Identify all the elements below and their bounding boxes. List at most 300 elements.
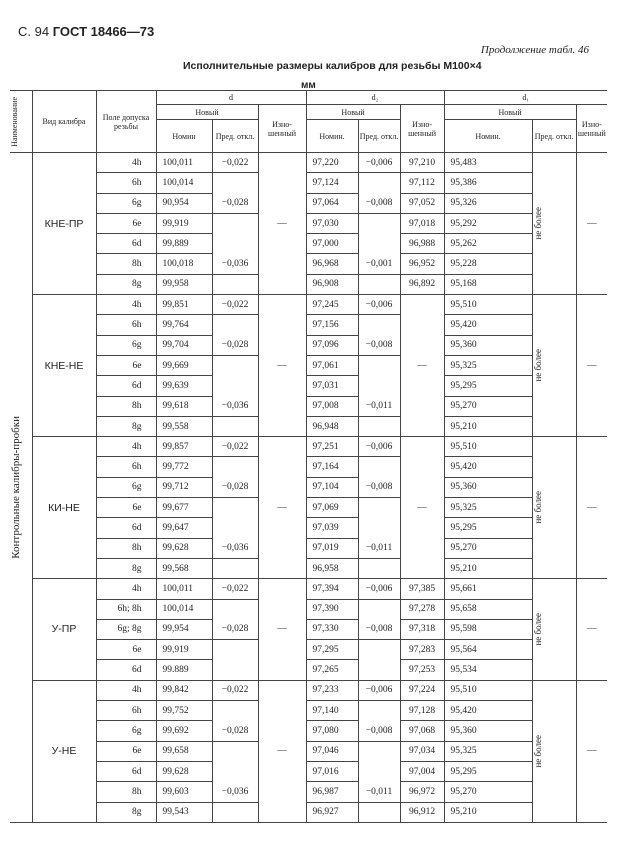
d1-new-header: Новый (444, 105, 576, 120)
d-nominal-cell: 99,919 (156, 640, 212, 660)
d2-nominal-cell: 97,104 (306, 477, 358, 497)
tolerance-field-cell: 8h (96, 396, 156, 416)
d2-nominal-cell: 97,061 (306, 355, 358, 375)
d2-nominal-cell: 97,064 (306, 193, 358, 213)
d2-nominal-cell: 97,394 (306, 579, 358, 599)
d-nominal-cell: 99,558 (156, 416, 212, 436)
d1-nominal-cell: 95,325 (444, 498, 532, 518)
d2-worn-cell: 96,988 (400, 234, 444, 254)
d2-worn-cell: 97,018 (400, 213, 444, 233)
d2-tol-cell (358, 173, 400, 193)
tolerance-field-cell: 6e (96, 355, 156, 375)
d-nominal-cell: 99,692 (156, 721, 212, 741)
gauge-kind-cell: КИ-НЕ (32, 437, 96, 579)
d1-nominal-cell: 95,270 (444, 396, 532, 416)
d2-nominal-cell: 97,220 (306, 153, 358, 173)
col-kind-header: Вид калибра (32, 91, 96, 153)
tolerance-field-cell: 6g; 8g (96, 619, 156, 639)
d-tol-cell: −0,022 (212, 153, 258, 173)
d2-nominal-cell: 96,908 (306, 274, 358, 294)
d-tol-cell: −0,022 (212, 579, 258, 599)
d-tol-cell (212, 355, 258, 375)
tolerance-field-cell: 6e (96, 640, 156, 660)
d2-tol-cell: −0,011 (358, 782, 400, 802)
d-nominal-cell: 99,752 (156, 701, 212, 721)
table-row (10, 538, 607, 558)
group-label-cell (10, 153, 32, 823)
tolerance-field-cell: 6d (96, 234, 156, 254)
d1-tol-cell (532, 579, 576, 680)
d1-nominal-cell: 95,386 (444, 173, 532, 193)
d1-tol-cell (532, 437, 576, 579)
d-nominal-cell: 99,677 (156, 498, 212, 518)
d-tol-cell: −0,022 (212, 680, 258, 700)
d-nominal-cell: 99,628 (156, 761, 212, 781)
d2-nominal-cell: 97,251 (306, 437, 358, 457)
tolerance-field-cell: 4h (96, 579, 156, 599)
d1-tol-cell (532, 295, 576, 437)
table-row (10, 254, 607, 274)
table-row (10, 416, 607, 436)
d2-nominal-cell: 97,069 (306, 498, 358, 518)
d-nominal-cell: 100,018 (156, 254, 212, 274)
d2-worn-cell: 96,912 (400, 802, 444, 822)
table-row (10, 518, 607, 538)
table-row (10, 437, 607, 457)
d2-tol-cell (358, 213, 400, 233)
d-nominal-cell: 100,011 (156, 153, 212, 173)
d1-nominal-cell: 95,168 (444, 274, 532, 294)
tolerance-field-cell: 8g (96, 274, 156, 294)
d1-nominal-cell: 95,420 (444, 315, 532, 335)
d2-tol-cell (358, 355, 400, 375)
d-worn-header: Изно-шенный (258, 105, 306, 153)
d2-tol-cell (358, 761, 400, 781)
d-tol-cell: −0,036 (212, 782, 258, 802)
d1-nominal-cell: 95,360 (444, 721, 532, 741)
d-nominal-cell: 100,014 (156, 599, 212, 619)
d2-nominal-cell: 97,008 (306, 396, 358, 416)
d-tol-cell: −0,022 (212, 437, 258, 457)
d-tol-cell (212, 640, 258, 660)
d2-tol-cell: −0,008 (358, 335, 400, 355)
d1-worn-cell: — (576, 579, 607, 680)
d-tol-cell (212, 802, 258, 822)
d2-tol-cell (358, 701, 400, 721)
tolerance-field-cell: 8h (96, 538, 156, 558)
table-row (10, 376, 607, 396)
d-tol-cell: −0,028 (212, 193, 258, 213)
not-more-label: не более (532, 349, 543, 382)
d2-nominal-cell: 97,096 (306, 335, 358, 355)
d-tol-cell (212, 376, 258, 396)
d-tol-cell (212, 498, 258, 518)
d2-tol-cell: −0,011 (358, 538, 400, 558)
tolerance-field-cell: 6h (96, 701, 156, 721)
d-tol-cell (212, 761, 258, 781)
col-name-header: Наименование (10, 91, 32, 153)
unit-label: мм (301, 80, 316, 91)
tolerance-field-cell: 6h; 8h (96, 599, 156, 619)
d-nominal-cell: 99,658 (156, 741, 212, 761)
d-tol-cell: −0,036 (212, 396, 258, 416)
d2-tol-cell: −0,006 (358, 153, 400, 173)
table-row (10, 802, 607, 822)
tolerance-field-cell: 6h (96, 315, 156, 335)
d2-worn-cell: 97,052 (400, 193, 444, 213)
table-row (10, 173, 607, 193)
d1-nominal-cell: 95,295 (444, 761, 532, 781)
col-d1-header: d₁ (444, 91, 607, 105)
tolerance-field-cell: 6g (96, 335, 156, 355)
d2-new-header: Новый (306, 105, 400, 120)
d2-worn-cell: 97,385 (400, 579, 444, 599)
col-d2-header: d₂ (306, 91, 444, 105)
d-nominal-cell: 100,014 (156, 173, 212, 193)
d2-nominal-cell: 96,968 (306, 254, 358, 274)
d2-nominal-cell: 97,080 (306, 721, 358, 741)
d-nominal-cell: 99,772 (156, 457, 212, 477)
d2-worn-cell: 97,034 (400, 741, 444, 761)
d2-nominal-cell: 97,031 (306, 376, 358, 396)
tolerance-field-cell: 4h (96, 437, 156, 457)
tolerance-field-cell: 6d (96, 660, 156, 680)
d2-worn-cell: 97,128 (400, 701, 444, 721)
d2-nominal-cell: 97,164 (306, 457, 358, 477)
tolerance-field-cell: 4h (96, 680, 156, 700)
gauge-kind-cell: У-НЕ (32, 680, 96, 822)
d2-nominal-cell: 97,245 (306, 295, 358, 315)
d1-nominal-cell: 95,360 (444, 335, 532, 355)
d-tol-cell (212, 416, 258, 436)
page-number: С. 94 (18, 24, 50, 39)
d1-nominal-cell: 95,270 (444, 782, 532, 802)
d-new-header: Новый (156, 105, 258, 120)
d-tol-cell: −0,036 (212, 538, 258, 558)
d2-tol-cell: −0,008 (358, 721, 400, 741)
gauge-kind-cell: КНЕ-ПР (32, 153, 96, 295)
d1-nominal-cell: 95,292 (444, 213, 532, 233)
d-nominal-cell: 99,889 (156, 234, 212, 254)
d1-nominal-cell: 95,534 (444, 660, 532, 680)
page-header (18, 24, 154, 39)
col-d-header: d (156, 91, 306, 105)
d1-nominal-cell: 95,360 (444, 477, 532, 497)
tolerance-field-cell: 6d (96, 518, 156, 538)
d2-worn-cell: — (400, 437, 444, 579)
tolerance-field-cell: 6g (96, 193, 156, 213)
d2-tol-cell (358, 558, 400, 578)
table-title: Исполнительные размеры калибров для резьбы М100×4 (183, 60, 482, 72)
table-row (10, 579, 607, 599)
tolerance-field-cell: 6d (96, 761, 156, 781)
tolerance-field-cell: 6e (96, 498, 156, 518)
d1-tol-header: Пред. откл. (532, 120, 576, 153)
d-nominal-cell: 99,628 (156, 538, 212, 558)
d1-nominal-cell: 95,262 (444, 234, 532, 254)
d-worn-cell: — (258, 295, 306, 437)
d-nominal-header: Номин (156, 120, 212, 153)
d-nominal-cell: 99,842 (156, 680, 212, 700)
d-nominal-cell: 99,647 (156, 518, 212, 538)
d-nominal-cell: 99,704 (156, 335, 212, 355)
not-more-label: не более (532, 207, 543, 240)
d-nominal-cell: 99,543 (156, 802, 212, 822)
d2-nominal-cell: 97,124 (306, 173, 358, 193)
d-tol-cell (212, 741, 258, 761)
d2-tol-cell (358, 274, 400, 294)
d2-nominal-cell: 97,265 (306, 660, 358, 680)
table-row (10, 660, 607, 680)
d2-worn-cell: 97,210 (400, 153, 444, 173)
d1-nominal-cell: 95,325 (444, 355, 532, 375)
d2-worn-cell: 97,068 (400, 721, 444, 741)
d-tol-cell (212, 173, 258, 193)
table-row (10, 701, 607, 721)
d2-tol-cell (358, 315, 400, 335)
d-tol-cell (212, 660, 258, 680)
d2-worn-cell: 96,972 (400, 782, 444, 802)
table-row (10, 396, 607, 416)
d-tol-cell: −0,028 (212, 477, 258, 497)
d2-nominal-cell: 97,046 (306, 741, 358, 761)
table-row (10, 761, 607, 781)
d2-tol-cell (358, 741, 400, 761)
d2-nominal-cell: 96,958 (306, 558, 358, 578)
table-row (10, 234, 607, 254)
table-row (10, 335, 607, 355)
d1-nominal-cell: 95,510 (444, 295, 532, 315)
d1-tol-cell (532, 680, 576, 822)
d2-tol-cell: −0,001 (358, 254, 400, 274)
d2-tol-cell (358, 416, 400, 436)
d-nominal-cell: 99,919 (156, 213, 212, 233)
d1-worn-cell: — (576, 680, 607, 822)
tolerance-field-cell: 6h (96, 173, 156, 193)
d-tol-cell: −0,028 (212, 335, 258, 355)
d1-nominal-cell: 95,325 (444, 741, 532, 761)
d2-tol-cell (358, 518, 400, 538)
d2-nominal-cell: 97,039 (306, 518, 358, 538)
d1-nominal-cell: 95,510 (444, 437, 532, 457)
d1-worn-header: Изно-шенный (576, 105, 607, 153)
table-row (10, 782, 607, 802)
d2-tol-header: Пред. откл. (358, 120, 400, 153)
d2-worn-cell: 96,892 (400, 274, 444, 294)
d-nominal-cell: 99,857 (156, 437, 212, 457)
d2-tol-cell: −0,008 (358, 477, 400, 497)
table-row (10, 457, 607, 477)
table-row (10, 295, 607, 315)
d1-nominal-cell: 95,658 (444, 599, 532, 619)
table-row (10, 741, 607, 761)
tolerance-field-cell: 6g (96, 721, 156, 741)
d-tol-cell (212, 213, 258, 233)
d2-nominal-cell: 96,987 (306, 782, 358, 802)
d2-nominal-cell: 97,156 (306, 315, 358, 335)
tolerance-field-cell: 8g (96, 802, 156, 822)
tolerance-field-cell: 6e (96, 741, 156, 761)
d1-nominal-cell: 95,420 (444, 457, 532, 477)
table-row (10, 274, 607, 294)
d2-worn-cell: 97,318 (400, 619, 444, 639)
d-nominal-cell: 100,011 (156, 579, 212, 599)
d-nominal-cell: 99,568 (156, 558, 212, 578)
d2-nominal-cell: 97,295 (306, 640, 358, 660)
tolerance-field-cell: 8h (96, 782, 156, 802)
d1-nominal-cell: 95,270 (444, 538, 532, 558)
d1-worn-cell: — (576, 437, 607, 579)
d2-tol-cell (358, 457, 400, 477)
d-tol-cell: −0,022 (212, 295, 258, 315)
d2-worn-header: Изно-шенный (400, 105, 444, 153)
d-tol-cell: −0,028 (212, 721, 258, 741)
d2-worn-cell: 97,253 (400, 660, 444, 680)
d-nominal-cell: 99,618 (156, 396, 212, 416)
d-nominal-cell: 99,712 (156, 477, 212, 497)
d-tol-header: Пред. откл. (212, 120, 258, 153)
d-worn-cell: — (258, 153, 306, 295)
gauge-kind-cell: КНЕ-НЕ (32, 295, 96, 437)
d2-worn-cell: 97,278 (400, 599, 444, 619)
tolerance-field-cell: 8h (96, 254, 156, 274)
d2-tol-cell (358, 599, 400, 619)
table-row (10, 640, 607, 660)
d-nominal-cell: 90,954 (156, 193, 212, 213)
group-label: Контрольные калибры-пробки (10, 416, 22, 559)
d-nominal-cell: 99,603 (156, 782, 212, 802)
not-more-label: не более (532, 735, 543, 768)
d1-tol-cell (532, 153, 576, 295)
d-tol-cell: −0,036 (212, 254, 258, 274)
d-tol-cell (212, 234, 258, 254)
standard-number: ГОСТ 18466—73 (52, 24, 155, 39)
d1-nominal-cell: 95,598 (444, 619, 532, 639)
d1-nominal-cell: 95,661 (444, 579, 532, 599)
d1-nominal-cell: 95,228 (444, 254, 532, 274)
tolerance-field-cell: 6g (96, 477, 156, 497)
d2-nominal-header: Номин. (306, 120, 358, 153)
d-nominal-cell: 99.889 (156, 660, 212, 680)
d1-nominal-cell: 95,483 (444, 153, 532, 173)
d2-nominal-cell: 97,330 (306, 619, 358, 639)
d2-nominal-cell: 97,030 (306, 213, 358, 233)
tolerance-field-cell: 8g (96, 416, 156, 436)
table-row (10, 213, 607, 233)
d1-nominal-cell: 95,564 (444, 640, 532, 660)
table-row (10, 355, 607, 375)
d-tol-cell (212, 701, 258, 721)
table-row (10, 599, 607, 619)
d2-tol-cell (358, 376, 400, 396)
tolerance-field-cell: 6d (96, 376, 156, 396)
d1-nominal-cell: 95,210 (444, 558, 532, 578)
d-tol-cell (212, 457, 258, 477)
table-row (10, 477, 607, 497)
d2-tol-cell (358, 660, 400, 680)
d-tol-cell (212, 315, 258, 335)
d2-nominal-cell: 96,927 (306, 802, 358, 822)
d2-tol-cell: −0,008 (358, 193, 400, 213)
d2-tol-cell: −0,011 (358, 396, 400, 416)
d1-nominal-cell: 95,420 (444, 701, 532, 721)
tolerance-field-cell: 4h (96, 153, 156, 173)
d-nominal-cell: 99,669 (156, 355, 212, 375)
d-worn-cell: — (258, 437, 306, 579)
d2-tol-cell (358, 640, 400, 660)
d1-worn-cell: — (576, 295, 607, 437)
d1-nominal-cell: 95,510 (444, 680, 532, 700)
table-row (10, 558, 607, 578)
d-tol-cell (212, 558, 258, 578)
gauge-dimensions-table (10, 90, 607, 823)
d2-tol-cell: −0,006 (358, 579, 400, 599)
table-row (10, 721, 607, 741)
not-more-label: не более (532, 613, 543, 646)
d1-nominal-cell: 95,326 (444, 193, 532, 213)
d2-tol-cell: −0,006 (358, 437, 400, 457)
d2-tol-cell (358, 498, 400, 518)
d-nominal-cell: 99,764 (156, 315, 212, 335)
d2-tol-cell: −0,006 (358, 295, 400, 315)
d-nominal-cell: 99,639 (156, 376, 212, 396)
tolerance-field-cell: 6e (96, 213, 156, 233)
table-row (10, 193, 607, 213)
d1-nominal-cell: 95,295 (444, 376, 532, 396)
d-nominal-cell: 99,851 (156, 295, 212, 315)
d-tol-cell (212, 274, 258, 294)
tolerance-field-cell: 6h (96, 457, 156, 477)
d1-nominal-header: Номин. (444, 120, 532, 153)
d2-tol-cell (358, 802, 400, 822)
table-row (10, 315, 607, 335)
d-worn-cell: — (258, 579, 306, 680)
table-body (10, 153, 607, 823)
table-row (10, 680, 607, 700)
not-more-label: не более (532, 491, 543, 524)
continuation-label: Продолжение табл. 46 (480, 44, 589, 56)
d-tol-cell (212, 599, 258, 619)
tolerance-field-cell: 4h (96, 295, 156, 315)
d1-nominal-cell: 95,210 (444, 802, 532, 822)
gauge-kind-cell: У-ПР (32, 579, 96, 680)
d2-worn-cell: 97,112 (400, 173, 444, 193)
d1-nominal-cell: 95,210 (444, 416, 532, 436)
d2-nominal-cell: 97,019 (306, 538, 358, 558)
d1-worn-cell: — (576, 153, 607, 295)
table-row (10, 498, 607, 518)
table-row (10, 153, 607, 173)
d2-worn-cell: 97,224 (400, 680, 444, 700)
d2-nominal-cell: 96,948 (306, 416, 358, 436)
d1-nominal-cell: 95,295 (444, 518, 532, 538)
d-nominal-cell: 99,958 (156, 274, 212, 294)
d2-tol-cell: −0,008 (358, 619, 400, 639)
d2-tol-cell (358, 234, 400, 254)
d2-nominal-cell: 97,000 (306, 234, 358, 254)
d-tol-cell: −0,028 (212, 619, 258, 639)
tolerance-field-cell: 8g (96, 558, 156, 578)
d2-tol-cell: −0,006 (358, 680, 400, 700)
d-tol-cell (212, 518, 258, 538)
d2-nominal-cell: 97,016 (306, 761, 358, 781)
table-row (10, 619, 607, 639)
col-field-header: Поле допуска резьбы (96, 91, 156, 153)
d-worn-cell: — (258, 680, 306, 822)
d2-nominal-cell: 97,140 (306, 701, 358, 721)
d2-nominal-cell: 97,233 (306, 680, 358, 700)
d2-nominal-cell: 97,390 (306, 599, 358, 619)
